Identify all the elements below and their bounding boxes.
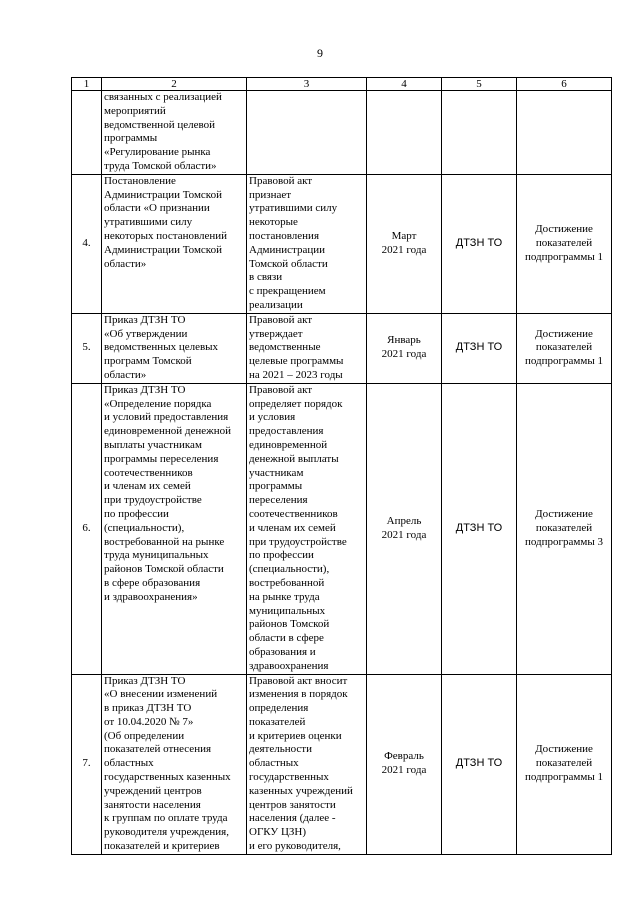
column-header: 6 (517, 78, 612, 91)
deadline: Январь 2021 года (367, 313, 442, 383)
row-number (72, 91, 102, 175)
expected-result: Достижение показателей подпрограммы 1 (517, 313, 612, 383)
table-row (72, 174, 612, 313)
responsible: ДТЗН ТО (442, 674, 517, 854)
expected-result: Достижение показателей подпрограммы 1 (517, 174, 612, 313)
row-number: 6. (72, 383, 102, 674)
header-row (72, 78, 612, 91)
document-content: Правовой акт признает утратившими силу некоторые постановления Администрации Томской области в связи с прекращением реализации (247, 174, 367, 313)
document-name: Приказ ДТЗН ТО «Определение порядка и условий предоставления единовременной денежной выплаты участникам программы переселения соотечественников и членам их семей при трудоустройстве по профессии (специальности), востребованной на рынке труда муниципальных районов Томской области в сфере образования и здравоохранения» (102, 383, 247, 674)
plan-table (71, 77, 612, 855)
expected-result: Достижение показателей подпрограммы 1 (517, 674, 612, 854)
deadline: Март 2021 года (367, 174, 442, 313)
column-header: 4 (367, 78, 442, 91)
document-name: Приказ ДТЗН ТО «О внесении изменений в приказ ДТЗН ТО от 10.04.2020 № 7» (Об определении показателей отнесения областных государственных казенных учреждений центров занятости населения к группам по оплате труда руководителя учреждения, показателей и критериев (102, 674, 247, 854)
deadline: Апрель 2021 года (367, 383, 442, 674)
row-number: 4. (72, 174, 102, 313)
responsible: ДТЗН ТО (442, 313, 517, 383)
table-row (72, 383, 612, 674)
document-content (247, 91, 367, 175)
row-number: 7. (72, 674, 102, 854)
column-header: 2 (102, 78, 247, 91)
deadline: Февраль 2021 года (367, 674, 442, 854)
expected-result (517, 91, 612, 175)
document-content: Правовой акт утверждает ведомственные целевые программы на 2021 – 2023 годы (247, 313, 367, 383)
responsible: ДТЗН ТО (442, 174, 517, 313)
expected-result: Достижение показателей подпрограммы 3 (517, 383, 612, 674)
row-number: 5. (72, 313, 102, 383)
responsible: ДТЗН ТО (442, 383, 517, 674)
table-row (72, 313, 612, 383)
column-header: 3 (247, 78, 367, 91)
column-header: 1 (72, 78, 102, 91)
document-name: Приказ ДТЗН ТО «Об утверждении ведомственных целевых программ Томской области» (102, 313, 247, 383)
responsible (442, 91, 517, 175)
document-content: Правовой акт вносит изменения в порядок определения показателей и критериев оценки деятельности областных государственных казенных учреждений центров занятости населения (далее - ОГКУ ЦЗН) и его руководителя, (247, 674, 367, 854)
page-number: 9 (317, 46, 323, 60)
column-header: 5 (442, 78, 517, 91)
table-row (72, 91, 612, 175)
deadline (367, 91, 442, 175)
document-content: Правовой акт определяет порядок и условия предоставления единовременной денежной выплаты участникам программы переселения соотечественников и членам их семей при трудоустройстве по профессии (специальности), востребованной на рынке труда муниципальных районов Томской области в сфере образования и здравоохранения (247, 383, 367, 674)
document-name: Постановление Администрации Томской области «О признании утратившими силу некоторых постановлений Администрации Томской области» (102, 174, 247, 313)
table-row (72, 674, 612, 854)
document-name: связанных с реализацией мероприятий ведомственной целевой программы «Регулирование рынка труда Томской области» (102, 91, 247, 175)
